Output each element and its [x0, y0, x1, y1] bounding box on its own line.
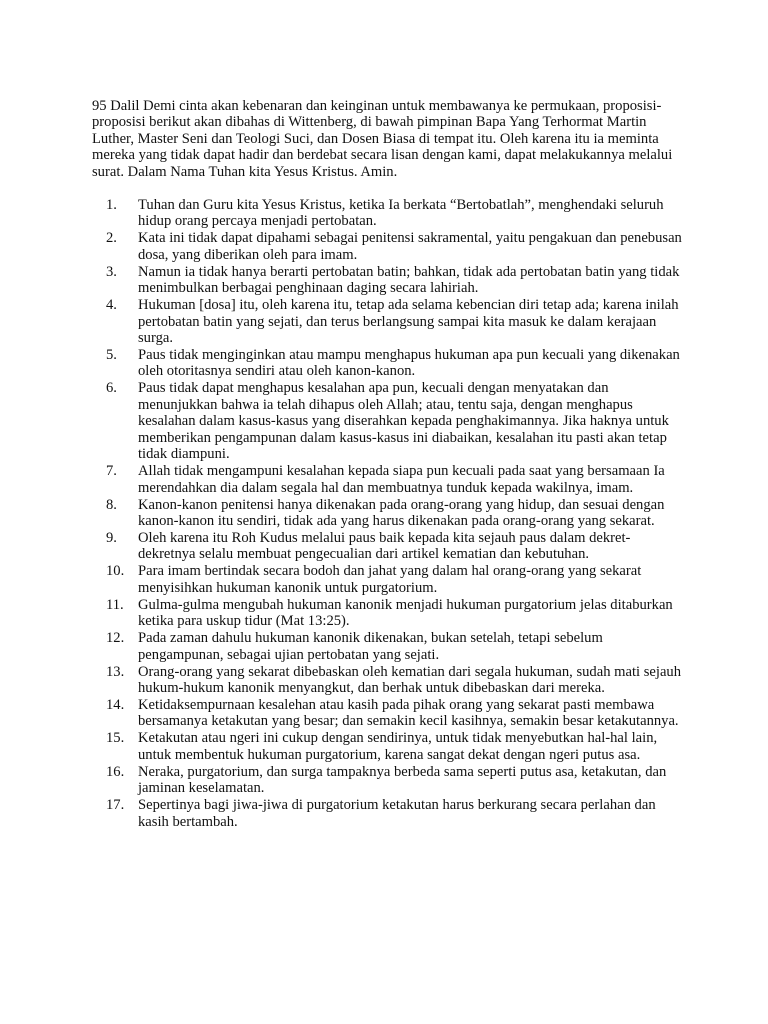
- thesis-text: Ketidaksempurnaan kesalehan atau kasih pada pihak orang yang sekarat pasti membawa bersamanya ketakutan yang besar; dan semakin kecil kasihnya, semakin besar ketakutannya.: [138, 696, 679, 730]
- thesis-text: Orang-orang yang sekarat dibebaskan oleh kematian dari segala hukuman, sudah mati sejauh hukum-hukum kanonik menyangkut, dan berhak untuk dibebaskan dari mereka.: [138, 663, 682, 696]
- thesis-item: [92, 697, 682, 730]
- thesis-text: Allah tidak mengampuni kesalahan kepada siapa pun kecuali pada saat yang bersamaan Ia merendahkan dia dalam segala hal dan membuatnya tunduk kepada wakilnya, imam.: [138, 463, 665, 496]
- thesis-number: 11.: [106, 596, 124, 613]
- thesis-text: Para imam bertindak secara bodoh dan jahat yang dalam hal orang-orang yang sekarat menyisihkan hukuman kanonik untuk purgatorium.: [138, 563, 642, 596]
- thesis-item: [92, 530, 682, 563]
- thesis-number: 4.: [106, 297, 117, 314]
- thesis-number: 9.: [106, 529, 117, 546]
- thesis-text: Sepertinya bagi jiwa-jiwa di purgatorium ketakutan harus berkurang secara perlahan dan kasih bertambah.: [138, 797, 656, 830]
- thesis-item: [92, 630, 682, 663]
- thesis-text: Kata ini tidak dapat dipahami sebagai penitensi sakramental, yaitu pengakuan dan penebusan dosa, yang diberikan oleh para imam.: [138, 230, 682, 263]
- thesis-item: [92, 463, 682, 496]
- intro-paragraph: 95 Dalil Demi cinta akan kebenaran dan keinginan untuk membawanya ke permukaan, proposisi-proposisi berikut akan dibahas di Wittenberg, di bawah pimpinan Bapa Yang Terhormat Martin Luther, Master Seni dan Teologi Suci, dan Dosen Biasa di tempat itu. Oleh karena itu ia meminta mereka yang tidak dapat hadir dan berdebat secara lisan dengan kami, dapat melakukannya melalui surat. Dalam Nama Tuhan kita Yesus Kristus. Amin.: [92, 98, 673, 180]
- thesis-number: 5.: [106, 347, 117, 364]
- thesis-number: 6.: [106, 380, 117, 397]
- thesis-text: Pada zaman dahulu hukuman kanonik dikenakan, bukan setelah, tetapi sebelum pengampunan, sebagai ujian pertobatan yang sejati.: [138, 630, 603, 663]
- document-page: [92, 98, 682, 831]
- thesis-number: 7.: [106, 463, 117, 480]
- thesis-text: Paus tidak menginginkan atau mampu menghapus hukuman apa pun kecuali yang dikenakan oleh otoritasnya sendiri atau oleh kanon-kanon.: [138, 347, 680, 380]
- thesis-number: 16.: [106, 763, 125, 780]
- thesis-item: [92, 230, 682, 263]
- thesis-number: 8.: [106, 496, 117, 513]
- thesis-number: 3.: [106, 263, 117, 280]
- thesis-text: Namun ia tidak hanya berarti pertobatan batin; bahkan, tidak ada pertobatan batin yang tidak menimbulkan berbagai penghinaan daging secara lahiriah.: [138, 263, 680, 297]
- thesis-item: [92, 730, 682, 763]
- thesis-text: Tuhan dan Guru kita Yesus Kristus, ketika Ia berkata “Bertobatlah”, menghendaki seluruh hidup orang percaya menjadi pertobatan.: [138, 197, 664, 230]
- thesis-number: 15.: [106, 730, 125, 747]
- thesis-number: 14.: [106, 696, 125, 713]
- thesis-item: [92, 347, 682, 380]
- thesis-number: 2.: [106, 230, 117, 247]
- thesis-item: [92, 563, 682, 596]
- thesis-item: [92, 264, 682, 297]
- thesis-text: Kanon-kanon penitensi hanya dikenakan pada orang-orang yang hidup, dan sesuai dengan kanon-kanon itu sendiri, tidak ada yang harus dikenakan pada orang-orang yang sekarat.: [138, 496, 665, 529]
- thesis-item: [92, 380, 682, 462]
- theses-list: [92, 197, 682, 830]
- thesis-text: Ketakutan atau ngeri ini cukup dengan sendirinya, untuk tidak menyebutkan hal-hal lain, untuk membentuk hukuman purgatorium, karena sangat dekat dengan ngeri putus asa.: [138, 730, 658, 763]
- thesis-text: Neraka, purgatorium, dan surga tampaknya berbeda sama seperti putus asa, ketakutan, dan jaminan keselamatan.: [138, 763, 667, 797]
- thesis-number: 1.: [106, 197, 117, 214]
- thesis-item: [92, 764, 682, 797]
- thesis-text: Oleh karena itu Roh Kudus melalui paus baik kepada kita sejauh paus dalam dekret-dekretnya selalu membuat pengecualian dari artikel kematian dan kebutuhan.: [138, 529, 631, 563]
- thesis-text: Paus tidak dapat menghapus kesalahan apa pun, kecuali dengan menyatakan dan menunjukkan bahwa ia telah dihapus oleh Allah; atau, tentu saja, dengan menghapus kesalahan dalam kasus-kasus yang diserahkan kepada penghakimannya. Jika haknya untuk memberikan pengampunan dalam kasus-kasus ini diabaikan, kesalahan itu pasti akan tetap tidak diampuni.: [138, 380, 669, 463]
- thesis-item: [92, 664, 682, 697]
- thesis-item: [92, 497, 682, 530]
- thesis-item: [92, 797, 682, 830]
- thesis-number: 17.: [106, 797, 125, 814]
- thesis-number: 13.: [106, 663, 125, 680]
- thesis-item: [92, 597, 682, 630]
- thesis-text: Hukuman [dosa] itu, oleh karena itu, tetap ada selama kebencian diri tetap ada; karena inilah pertobatan batin yang sejati, dan terus berlangsung sampai kita masuk ke dalam kerajaan surga.: [138, 297, 679, 347]
- thesis-number: 12.: [106, 630, 125, 647]
- thesis-item: [92, 197, 682, 230]
- thesis-item: [92, 297, 682, 346]
- thesis-text: Gulma-gulma mengubah hukuman kanonik menjadi hukuman purgatorium jelas ditaburkan ketika para uskup tidur (Mat 13:25).: [138, 596, 673, 630]
- thesis-number: 10.: [106, 563, 125, 580]
